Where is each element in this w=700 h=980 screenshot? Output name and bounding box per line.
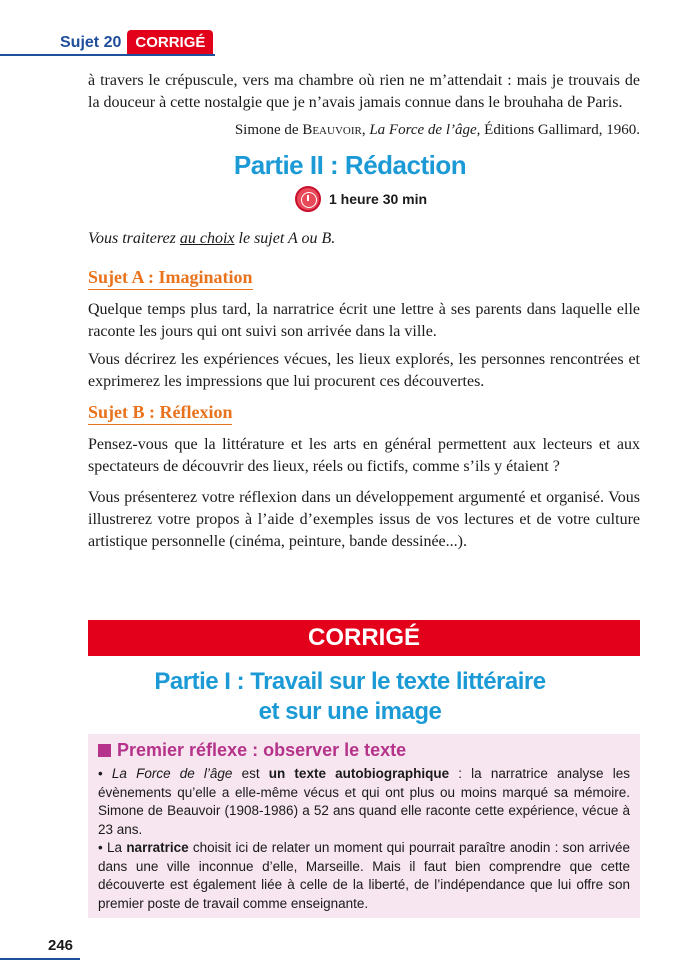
- choice-instruction: [88, 230, 640, 248]
- sujet-a-heading: Sujet A : Imagination: [88, 267, 253, 290]
- header-rule: [0, 54, 215, 56]
- bullet-2-marker: • La: [98, 840, 127, 855]
- box-title: [98, 740, 630, 761]
- choice-underlined: au choix: [179, 230, 235, 247]
- page-header: [60, 30, 213, 56]
- bullet-2-rest: choisit ici de relater un moment qui pourrait paraître anodin : son arrivée dans une ville inconnue d’elle, Marseille. Mais il faut bien comprendre que cette découverte est également liée à celle de la liberté, de l’indépendance que lui offre son premier poste de travail comme enseignante.: [98, 840, 630, 911]
- box-bullet-2: [98, 839, 630, 913]
- sujet-b-heading: Sujet B : Réflexion: [88, 402, 232, 425]
- partie2-title: Partie II : Rédaction: [233, 150, 467, 180]
- partie1-title: [0, 667, 700, 727]
- corrige-banner: CORRIGÉ: [88, 620, 640, 656]
- sujet-b-heading-wrap: [88, 402, 640, 425]
- page-number: 246: [48, 937, 74, 954]
- intro-paragraph: à travers le crépuscule, vers ma chambre où rien ne m’attendait : mais je trouvais de la douceur à cette nostalgie que je n’avais jamais connue dans le brouhaha de Paris.: [88, 72, 640, 111]
- footer-rule: [0, 958, 80, 960]
- bullet-1-bold: un texte autobiographique: [268, 766, 450, 781]
- sujet-label: Sujet 20: [60, 34, 122, 51]
- partie1-line2: et sur une image: [258, 698, 442, 725]
- bullet-1-rest: : la narratrice analyse les évènements qu’elle a elle-même vécus et qui ont plus ou moins marqué sa mémoire. Simone de Beauvoir (1908-1986) a 52 ans quand elle raconte cette expérience, vécue à 23 ans.: [98, 766, 630, 837]
- sujet-b-paragraph-2: Vous présenterez votre réflexion dans un développement argumenté et organisé. Vous illustrerez votre propos à l’aide d’exemples issus de vos lectures et de votre culture artistique personnelle (cinéma, peinture, bande dessinée...).: [88, 489, 640, 550]
- citation: Simone de Beauvoir, La Force de l’âge, Éditions Gallimard, 1960.: [234, 122, 640, 138]
- citation-rest: , Éditions Gallimard, 1960.: [476, 122, 640, 138]
- partie1-line1: Partie I : Travail sur le texte littéraire: [154, 668, 546, 695]
- duration-text: 1 heure 30 min: [329, 191, 428, 207]
- duration: [295, 186, 427, 212]
- sujet-a-heading-wrap: [88, 267, 640, 290]
- sujet-b-paragraph-1: Pensez-vous que la littérature et les arts en général permettent aux lecteurs et aux spectateurs de découvrir des lieux, réels ou fictifs, comme s’ils y étaient ?: [88, 436, 640, 475]
- clock-icon: [295, 186, 321, 212]
- bullet-1-mid: est: [232, 766, 269, 781]
- square-bullet-icon: [98, 744, 111, 757]
- bullet-2-bold: narratrice: [126, 840, 189, 855]
- corrige-tab: CORRIGÉ: [127, 30, 213, 56]
- choice-before: Vous traiterez: [88, 230, 180, 247]
- citation-author-first: Simone de: [234, 122, 303, 138]
- box-title-text: Premier réflexe : observer le texte: [117, 740, 407, 760]
- sujet-a-paragraph-1: Quelque temps plus tard, la narratrice écrit une lettre à ses parents dans laquelle elle raconte les jours qui ont suivi son arrivée dans la ville.: [88, 301, 640, 340]
- bullet-1-title: La Force de l’âge: [111, 766, 233, 781]
- citation-title: La Force de l’âge: [369, 122, 477, 138]
- choice-after: le sujet A ou B.: [234, 230, 336, 247]
- box-bullet-1: [98, 765, 630, 839]
- bullet-1-marker: •: [98, 766, 112, 781]
- premier-reflexe-box: [88, 734, 640, 918]
- sujet-a-paragraph-2: Vous décrirez les expériences vécues, les lieux explorés, les personnes rencontrées et exprimerez les impressions que lui procurent ces découvertes.: [88, 351, 640, 390]
- citation-author-last: Beauvoir: [302, 122, 362, 138]
